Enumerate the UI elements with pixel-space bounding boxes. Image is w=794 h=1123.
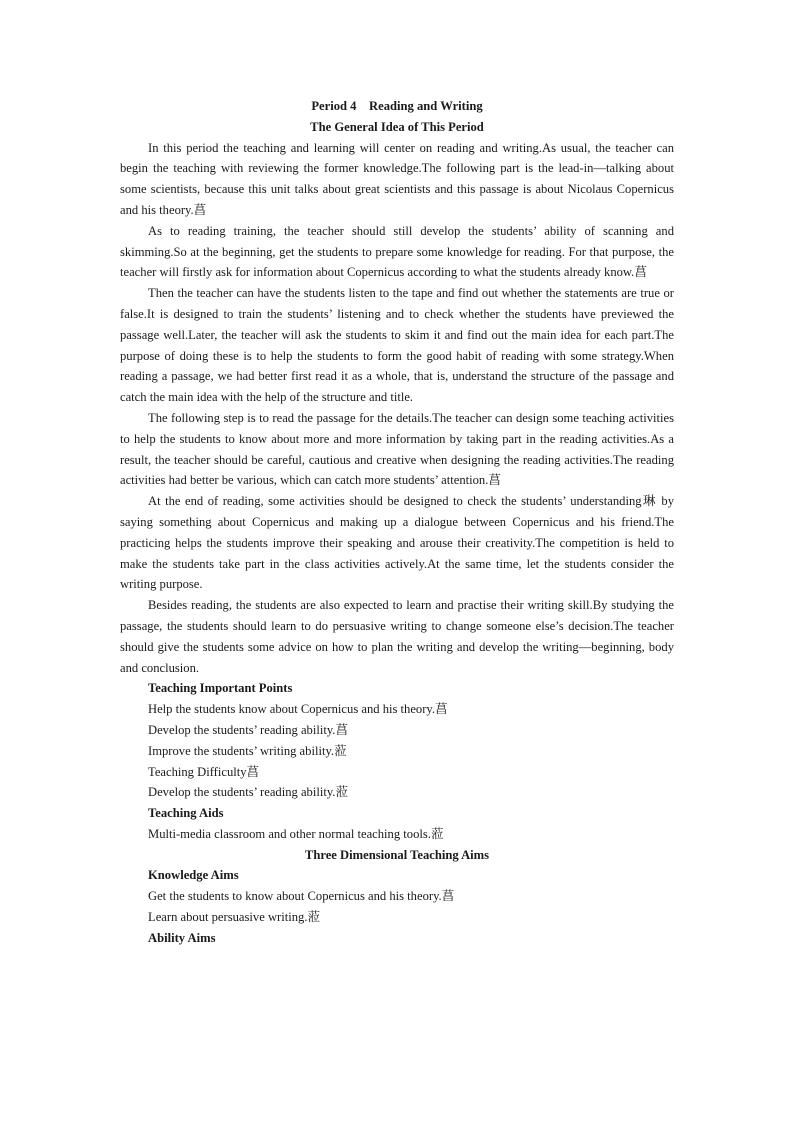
knowledge-aims-heading: Knowledge Aims [148,868,239,883]
paragraph-end-of-reading: At the end of reading, some activities should be designed to check the students’ understanding琳 by saying something about Copernicus and making up a dialogue between Copernicus and his friend.The practicing helps the students improve their speaking and arouse their creativity.The competition is held to make the students take part in the class activities actively.At the same time, let the students consider the writing purpose. [120,494,674,592]
paragraph-reading-training: As to reading training, the teacher should still develop the students’ ability of scanning and skimming.So at the beginning, get the students to prepare some knowledge for reading. For that purpose, the teacher will firstly ask for information about Copernicus according to what the students already know.菖 [120,223,674,280]
paragraph-writing: Besides reading, the students are also expected to learn and practise their writing skill.By studying the passage, the students should learn to do persuasive writing to change someone else’s decision.The teacher should give the students some advice on how to plan the writing and develop the writing—beginning, body and conclusion. [120,598,674,675]
important-point-item: Develop the students’ reading ability.蒞 [148,785,349,800]
teaching-important-points-heading: Teaching Important Points [148,681,293,696]
knowledge-aim-item: Learn about persuasive writing.蒞 [148,910,321,925]
paragraph-intro: In this period the teaching and learning will center on reading and writing.As usual, the teacher can begin the teaching with reviewing the former knowledge.The following part is the lead-in—talking about some scientists, because this unit talks about great scientists and this passage is about Nicolaus Copernicus and his theory.菖 [120,140,674,217]
aims-title: Three Dimensional Teaching Aims [304,847,490,862]
period-title: Period 4 Reading and Writing [311,99,483,113]
important-point-item: Improve the students’ writing ability.蒞 [148,743,347,758]
document-page [120,96,674,949]
knowledge-aim-item: Get the students to know about Copernicus and his theory.菖 [148,889,455,904]
teaching-aids-heading: Teaching Aids [148,806,224,821]
paragraph-listening: Then the teacher can have the students listen to the tape and find out whether the statements are true or false.It is designed to train the students’ listening and to check whether the students have previewed the passage well.Later, the teacher will ask the students to skim it and find out the main idea for each part.The purpose of doing these is to help the students to form the good habit of reading with some strategy.When reading a passage, we had better first read it as a whole, that is, understand the structure of the passage and catch the main idea with the help of the structure and title. [120,286,674,405]
important-point-item: Develop the students’ reading ability.菖 [148,722,349,737]
paragraph-details: The following step is to read the passage for the details.The teacher can design some teaching activities to help the students to know about more and more information by taking part in the reading activities.As a result, the teacher should be careful, cautious and creative when designing the reading activities.The reading activities had better be various, which can catch more students’ attention.菖 [120,410,674,488]
general-idea-heading: The General Idea of This Period [310,119,484,134]
important-point-item: Teaching Difficulty菖 [148,764,260,779]
important-point-item: Help the students know about Copernicus and his theory.菖 [148,702,448,717]
ability-aims-heading: Ability Aims [148,930,216,945]
teaching-aids-item: Multi-media classroom and other normal teaching tools.蒞 [148,826,444,841]
